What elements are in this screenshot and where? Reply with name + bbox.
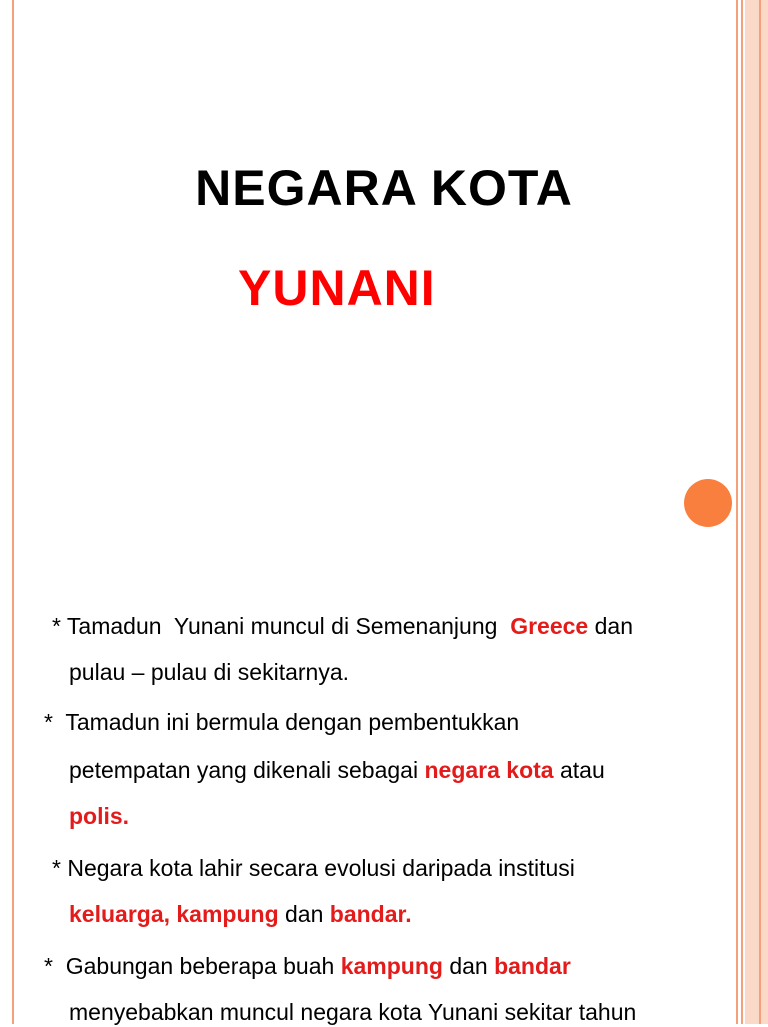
bullet-3-line-1 (52, 853, 575, 883)
bullet-1-line-1 (52, 611, 633, 641)
bullet-2-line-1 (44, 707, 519, 737)
highlight-keluarga-kampung: keluarga, kampung (69, 901, 279, 927)
bullet-text: pulau – pulau di sekitarnya. (69, 659, 350, 685)
highlight-polis: polis. (69, 803, 130, 829)
bullet-text: dan (588, 613, 633, 639)
bullet-text: dan (278, 901, 330, 927)
highlight-negara-kota: negara kota (424, 757, 554, 783)
orange-circle-decoration (684, 479, 732, 527)
right-frame-band (745, 0, 768, 1024)
left-frame-line (12, 0, 14, 1024)
right-frame-line (736, 0, 738, 1024)
bullet-3-line-2 (69, 899, 412, 929)
slide-title: NEGARA KOTA (195, 160, 573, 216)
highlight-greece: Greece (510, 613, 589, 639)
highlight-kampung: kampung (340, 953, 443, 979)
bullet-text: petempatan yang dikenali sebagai (69, 757, 425, 783)
right-frame-line (759, 0, 761, 1024)
bullet-text: dan (442, 953, 495, 979)
bullet-2-line-3 (69, 801, 129, 831)
bullet-4-line-1 (44, 951, 571, 981)
bullet-4-line-2 (69, 997, 636, 1027)
bullet-text: * Negara kota lahir secara evolusi daripada institusi (52, 855, 575, 881)
bullet-1-line-2 (69, 657, 349, 687)
bullet-2-line-2 (69, 755, 605, 785)
slide-subtitle: YUNANI (238, 260, 436, 316)
right-frame-line (741, 0, 743, 1024)
bullet-text: menyebabkan muncul negara kota Yunani sekitar tahun (69, 999, 637, 1025)
highlight-bandar: bandar (494, 953, 571, 979)
bullet-text: * Tamadun Yunani muncul di Semenanjung (52, 613, 511, 639)
highlight-bandar: bandar. (329, 901, 412, 927)
bullet-text: * Tamadun ini bermula dengan pembentukkan (44, 709, 520, 735)
bullet-text: atau (553, 757, 605, 783)
bullet-text: * Gabungan beberapa buah (44, 953, 341, 979)
